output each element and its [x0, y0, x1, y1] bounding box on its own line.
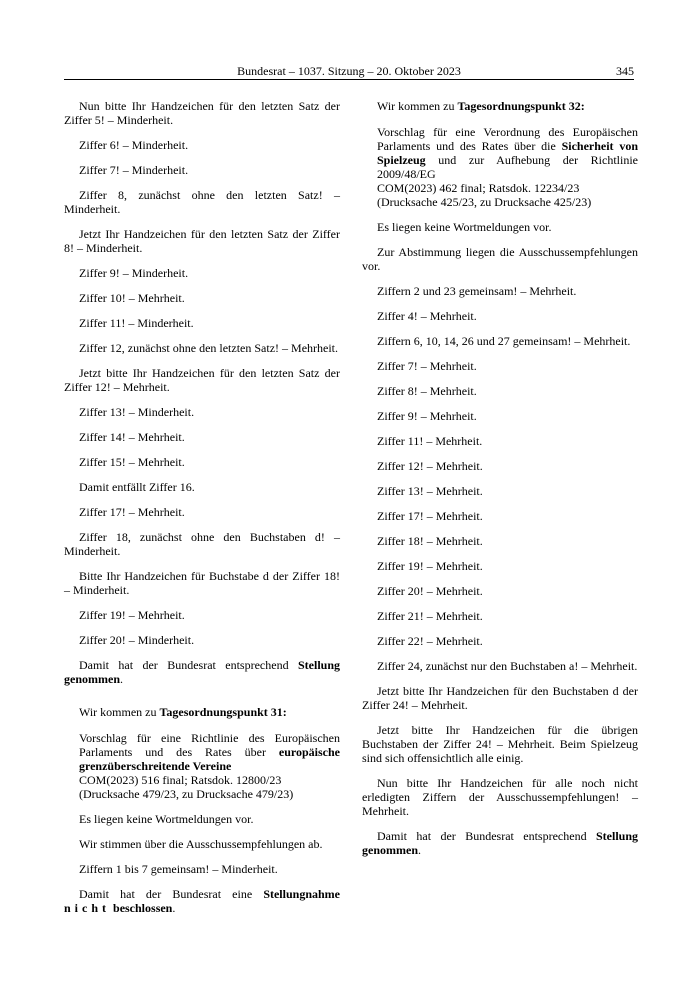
- proposal-title: [377, 125, 638, 181]
- agenda-item-heading: [64, 705, 340, 719]
- paragraph: Ziffer 9! – Minderheit.: [79, 266, 189, 280]
- paragraph: Ziffer 7! – Mehrheit.: [377, 359, 477, 373]
- result-paragraph: [64, 658, 340, 686]
- paragraph: Wir stimmen über die Ausschussempfehlungen ab.: [79, 837, 323, 851]
- paragraph: Ziffer 17! – Mehrheit.: [79, 505, 185, 519]
- text: .: [418, 843, 421, 857]
- proposal-title: [79, 731, 340, 773]
- text: und zur Aufhebung der Richtlinie 2009/48/EG: [377, 153, 638, 181]
- agenda-item-heading: [362, 99, 638, 113]
- paragraph: Bitte Ihr Handzeichen für Buchstabe d der Ziffer 18! – Minderheit.: [64, 569, 340, 597]
- paragraph: Damit entfällt Ziffer 16.: [79, 480, 195, 494]
- bold-text: Stellungnahme: [263, 887, 340, 901]
- paragraph: Ziffer 12, zunächst ohne den letzten Satz! – Mehrheit.: [79, 341, 339, 355]
- agenda-item-number: Tagesordnungspunkt 31:: [159, 705, 287, 719]
- paragraph: Ziffer 15! – Mehrheit.: [79, 455, 185, 469]
- paragraph: Ziffer 14! – Mehrheit.: [79, 430, 185, 444]
- paragraph: Zur Abstimmung liegen die Ausschussempfehlungen vor.: [362, 245, 638, 273]
- paragraph: Ziffer 18, zunächst ohne den Buchstaben d! – Minderheit.: [64, 530, 340, 558]
- paragraph: Ziffer 13! – Mehrheit.: [377, 484, 483, 498]
- paragraph: Ziffer 20! – Mehrheit.: [377, 584, 483, 598]
- paragraph: Ziffern 2 und 23 gemeinsam! – Mehrheit.: [377, 284, 577, 298]
- document-reference: COM(2023) 516 final; Ratsdok. 12800/23: [79, 773, 282, 787]
- paragraph: Ziffern 6, 10, 14, 26 und 27 gemeinsam! – Mehrheit.: [377, 334, 631, 348]
- result-paragraph: [362, 829, 638, 857]
- paragraph: Ziffer 13! – Minderheit.: [79, 405, 195, 419]
- text: Wir kommen zu: [79, 705, 160, 719]
- text: Wir kommen zu: [377, 99, 458, 113]
- paragraph: Jetzt bitte Ihr Handzeichen für den letzten Satz der Ziffer 12! – Mehrheit.: [64, 366, 340, 394]
- page-number: 345: [616, 64, 634, 78]
- paragraph: Ziffer 24, zunächst nur den Buchstaben a! – Mehrheit.: [377, 659, 638, 673]
- text: Vorschlag für eine Verordnung des Europäischen Parlaments und des Rates über die: [377, 125, 638, 153]
- document-reference: COM(2023) 462 final; Ratsdok. 12234/23: [377, 181, 580, 195]
- paragraph: Ziffer 7! – Minderheit.: [79, 163, 189, 177]
- paragraph: Ziffer 19! – Mehrheit.: [377, 559, 483, 573]
- text: .: [120, 672, 123, 686]
- paragraph: Jetzt bitte Ihr Handzeichen für die übrigen Buchstaben der Ziffer 24! – Mehrheit. Beim Spielzeug sind sich offensichtlich alle einig.: [362, 723, 638, 765]
- paragraph: Ziffer 6! – Minderheit.: [79, 138, 189, 152]
- text: Damit hat der Bundesrat eine: [79, 887, 264, 901]
- text: .: [172, 901, 176, 915]
- paragraph: Es liegen keine Wortmeldungen vor.: [377, 220, 552, 234]
- header-title: Bundesrat – 1037. Sitzung – 20. Oktober 2023: [237, 64, 461, 78]
- printed-matter-reference: (Drucksache 479/23, zu Drucksache 479/23): [79, 787, 294, 801]
- paragraph: Ziffer 11! – Minderheit.: [79, 316, 194, 330]
- bold-text: europäische grenzüberschreitende Vereine: [79, 745, 340, 773]
- paragraph: Nun bitte Ihr Handzeichen für den letzten Satz der Ziffer 5! – Minderheit.: [64, 99, 340, 127]
- paragraph: Ziffer 10! – Mehrheit.: [79, 291, 185, 305]
- bold-text: beschlossen: [110, 901, 173, 915]
- paragraph: Es liegen keine Wortmeldungen vor.: [79, 812, 254, 826]
- paragraph: Ziffer 18! – Mehrheit.: [377, 534, 483, 548]
- agenda-item-number: Tagesordnungspunkt 32:: [457, 99, 585, 113]
- paragraph: Jetzt bitte Ihr Handzeichen für den Buchstaben d der Ziffer 24! – Mehrheit.: [362, 684, 638, 712]
- bold-text: Stellung genommen: [362, 829, 638, 857]
- paragraph: Ziffer 22! – Mehrheit.: [377, 634, 483, 648]
- bold-text: Sicherheit von Spielzeug: [377, 139, 638, 167]
- right-column: [362, 99, 638, 868]
- agenda-item-description: [377, 125, 638, 209]
- result-paragraph: [64, 887, 340, 915]
- text: Damit hat der Bundesrat entsprechend: [377, 829, 596, 843]
- paragraph: Ziffer 17! – Mehrheit.: [377, 509, 483, 523]
- printed-matter-reference: (Drucksache 425/23, zu Drucksache 425/23): [377, 195, 592, 209]
- header-rule: [64, 79, 634, 80]
- paragraph: Ziffer 8, zunächst ohne den letzten Satz! – Minderheit.: [64, 188, 340, 216]
- left-column: [64, 99, 340, 926]
- paragraph: Ziffer 12! – Mehrheit.: [377, 459, 483, 473]
- paragraph: Ziffer 9! – Mehrheit.: [377, 409, 477, 423]
- paragraph: Jetzt Ihr Handzeichen für den letzten Satz der Ziffer 8! – Minderheit.: [64, 227, 340, 255]
- spaced-text: nicht: [64, 901, 111, 915]
- paragraph: Ziffer 11! – Mehrheit.: [377, 434, 483, 448]
- paragraph: Nun bitte Ihr Handzeichen für alle noch nicht erledigten Ziffern der Ausschussempfehlungen! – Mehrheit.: [362, 776, 638, 818]
- paragraph: Ziffer 4! – Mehrheit.: [377, 309, 477, 323]
- paragraph: Ziffer 20! – Minderheit.: [79, 633, 195, 647]
- bold-text: Stellung genommen: [64, 658, 340, 686]
- paragraph: Ziffer 19! – Mehrheit.: [79, 608, 185, 622]
- paragraph: Ziffern 1 bis 7 gemeinsam! – Minderheit.: [79, 862, 278, 876]
- agenda-item-description: [79, 731, 340, 801]
- paragraph: Ziffer 21! – Mehrheit.: [377, 609, 483, 623]
- paragraph: Ziffer 8! – Mehrheit.: [377, 384, 477, 398]
- text: Damit hat der Bundesrat entsprechend: [79, 658, 298, 672]
- text: Vorschlag für eine Richtlinie des Europäischen Parlaments und des Rates über: [79, 731, 340, 759]
